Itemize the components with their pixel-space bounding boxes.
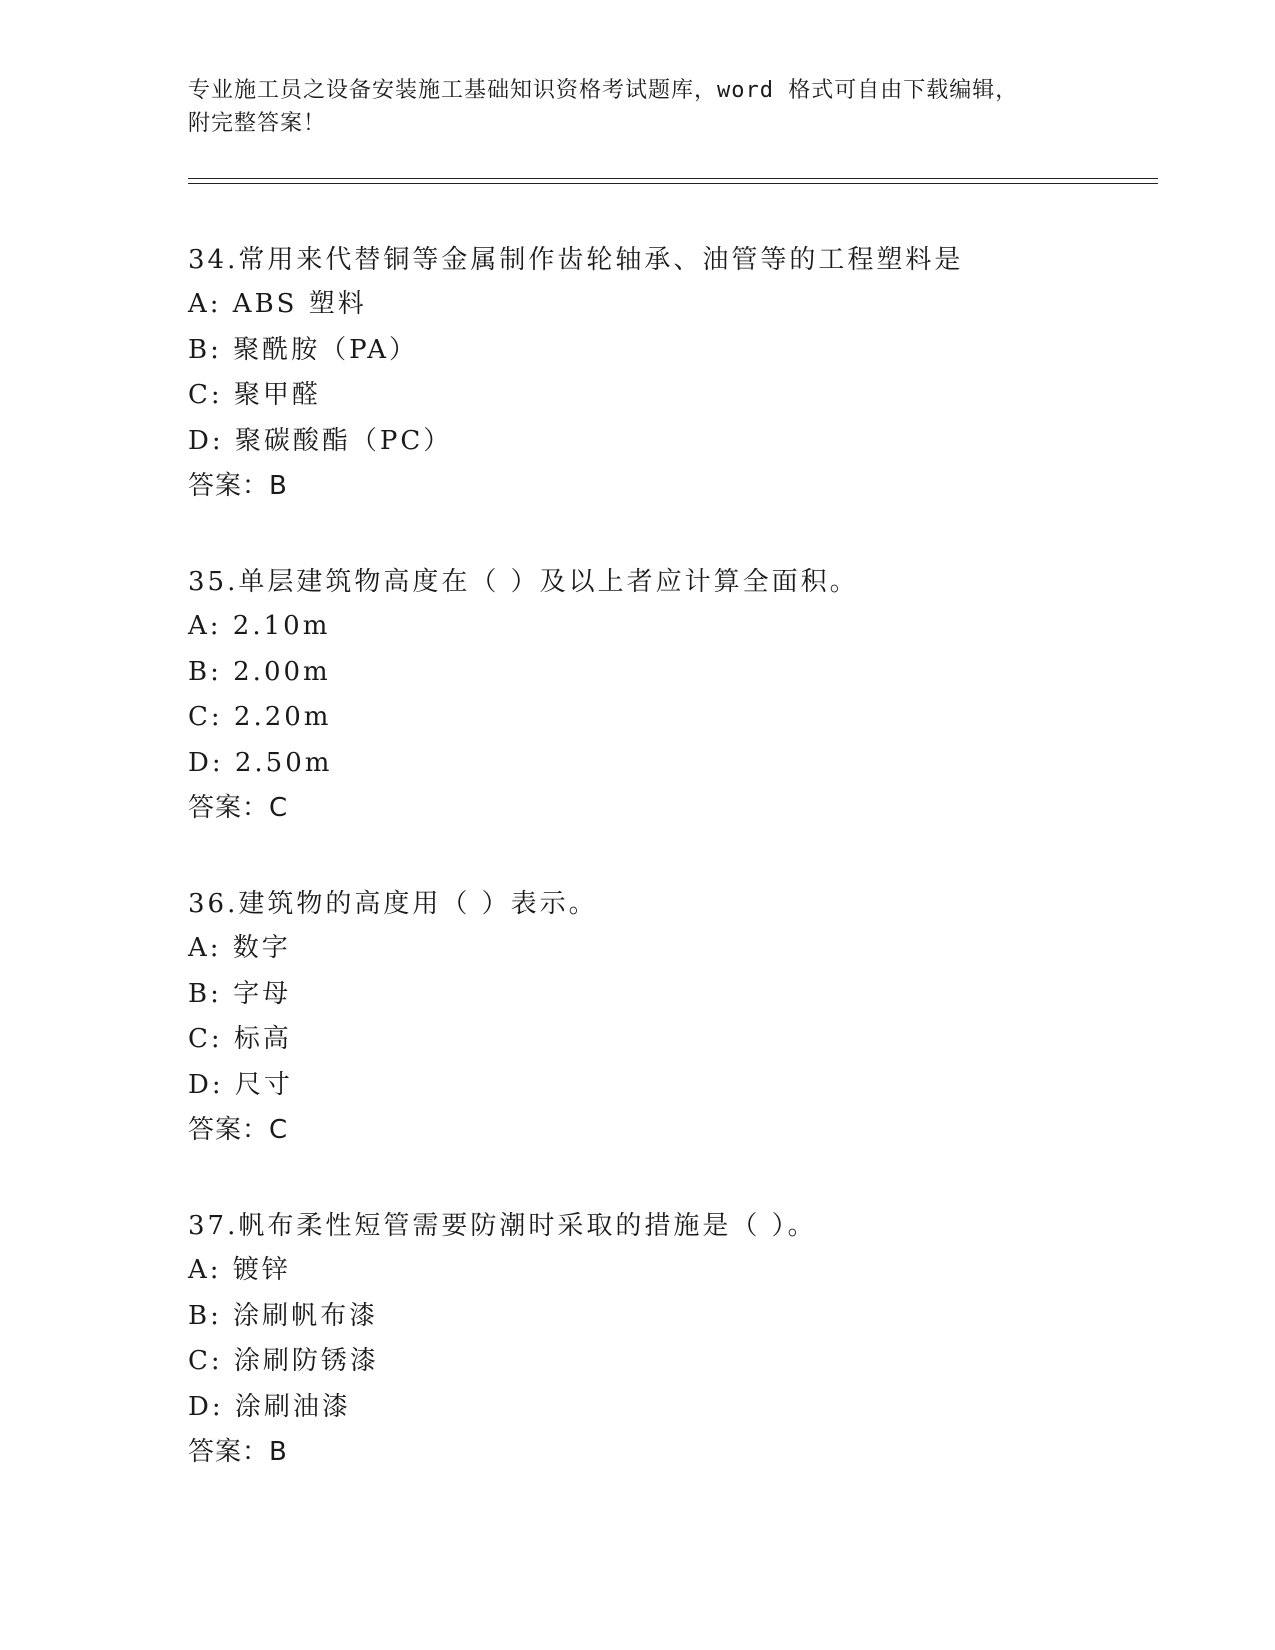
option-d: D: 2.50m (188, 747, 333, 778)
option-c: C: 涂刷防锈漆 (188, 1346, 379, 1376)
option-b: B: 字母 (188, 978, 292, 1009)
option-c: C: 标高 (188, 1024, 292, 1054)
header-line-2: 附完整答案！ (188, 111, 327, 136)
answer: 答案：B (188, 471, 288, 501)
question-list (188, 238, 1148, 1526)
question-title: 35.单层建筑物高度在（ ）及以上者应计算全面积。 (188, 567, 859, 597)
answer: 答案：C (188, 1115, 289, 1145)
option-c: C: 聚甲醛 (188, 380, 321, 410)
option-d: D: 聚碳酸酯（PC） (188, 425, 453, 456)
header-divider-bottom (188, 183, 1158, 184)
header-line-1: 专业施工员之设备安装施工基础知识资格考试题库，word 格式可自由下载编辑， (188, 78, 1019, 103)
option-c: C: 2.20m (188, 702, 332, 732)
option-a: A: 数字 (188, 933, 291, 963)
question-title: 37.帆布柔性短管需要防潮时采取的措施是（ ）。 (188, 1211, 817, 1241)
question-37 (188, 1204, 1148, 1526)
option-a: A: 镀锌 (188, 1255, 291, 1285)
option-d: D: 涂刷油漆 (188, 1391, 351, 1422)
question-title: 34.常用来代替铜等金属制作齿轮轴承、油管等的工程塑料是 (188, 245, 964, 275)
document-header (188, 74, 1088, 140)
question-34 (188, 238, 1148, 560)
option-a: A: ABS 塑料 (188, 289, 367, 319)
header-divider-top (188, 178, 1158, 179)
question-36 (188, 882, 1148, 1204)
question-title: 36.建筑物的高度用（ ）表示。 (188, 889, 598, 919)
option-a: A: 2.10m (188, 611, 331, 641)
option-d: D: 尺寸 (188, 1069, 293, 1100)
option-b: B: 涂刷帆布漆 (188, 1300, 379, 1331)
answer: 答案：C (188, 793, 289, 823)
question-35 (188, 560, 1148, 882)
option-b: B: 2.00m (188, 656, 331, 687)
answer: 答案：B (188, 1437, 288, 1467)
option-b: B: 聚酰胺（PA） (188, 334, 419, 365)
